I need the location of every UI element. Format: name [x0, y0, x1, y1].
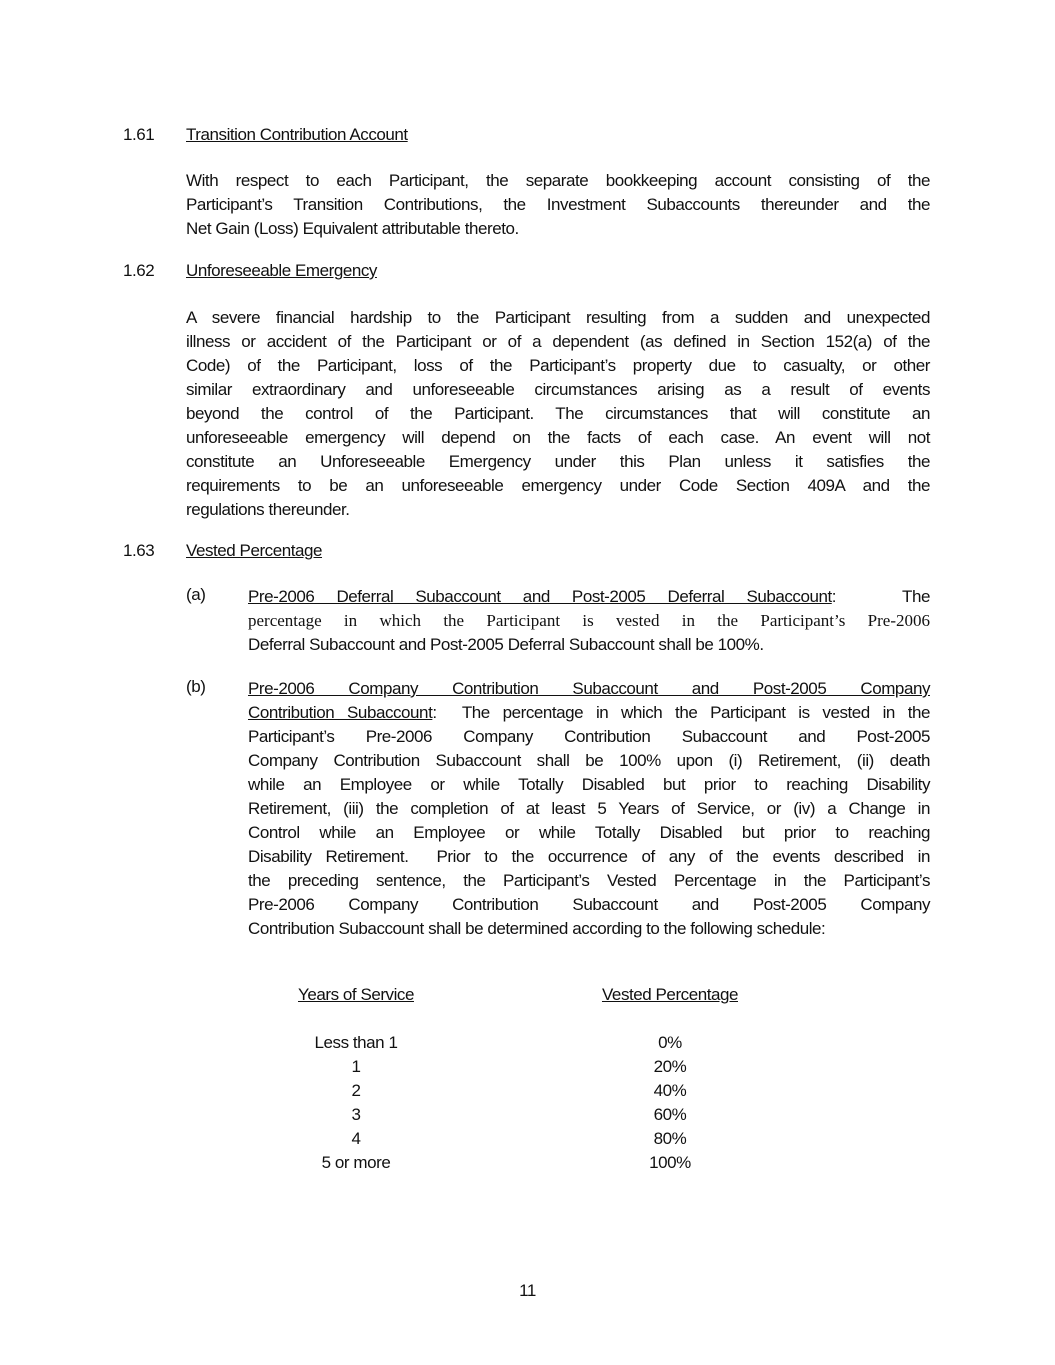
line-text: Pre-2006 Company Contribution Subaccount and Post-2005 Company: [248, 895, 930, 914]
text-line: [248, 701, 930, 725]
text-line: illness or accident of the Participant or of a dependent (as defined in Section 152(a) of the: [186, 332, 930, 351]
text-line: [248, 917, 930, 941]
text-line: regulations thereunder.: [186, 500, 350, 519]
text-line: [248, 609, 930, 633]
underlined-title: Pre-2006 Deferral Subaccount and Post-2005 Deferral Subaccount: [248, 587, 832, 606]
section-heading: Transition Contribution Account: [186, 125, 408, 144]
column-header-years: Years of Service: [298, 985, 414, 1004]
text-line: constitute an Unforeseeable Emergency under this Plan unless it satisfies the: [186, 452, 930, 471]
line-text: Participant’s Pre-2006 Company Contribution Subaccount and Post-2005: [248, 727, 930, 746]
line-text: : The percentage in which the Participant is vested in the: [432, 703, 930, 722]
text-line: [248, 893, 930, 917]
text-line: Code) of the Participant, loss of the Participant’s property due to casualty, or other: [186, 356, 930, 375]
text-line: [248, 677, 930, 701]
subsection-b-body: [248, 677, 930, 941]
page-number: 11: [519, 1281, 536, 1300]
line-text: Contribution Subaccount shall be determined according to the following schedule:: [248, 919, 826, 938]
line-text: Company Contribution Subaccount shall be 100% upon (i) Retirement, (ii) death: [248, 751, 930, 770]
years-column: [256, 1031, 456, 1175]
text-line: [248, 749, 930, 773]
text-line: [248, 845, 930, 869]
text-line: [248, 869, 930, 893]
column-header-percentage: Vested Percentage: [601, 985, 738, 1004]
text-line: requirements to be an unforeseeable emergency under Code Section 409A and the: [186, 476, 930, 495]
subsection-label: (a): [186, 585, 206, 604]
section-number: 1.62: [123, 261, 155, 280]
text-line: [248, 585, 930, 609]
percentage-cell: 100%: [649, 1153, 691, 1172]
section-heading: Vested Percentage: [186, 541, 323, 560]
subsection-label: (b): [186, 677, 206, 696]
section-body: [186, 306, 930, 522]
line-text: Retirement, (iii) the completion of at least 5 Years of Service, or (iv) a Change in: [248, 799, 930, 818]
text-line: similar extraordinary and unforeseeable circumstances arising as a result of events: [186, 380, 930, 399]
text-line: [248, 797, 930, 821]
years-cell: 3: [351, 1105, 361, 1124]
underlined-title: Pre-2006 Company Contribution Subaccount and Post-2005 Company: [248, 679, 930, 698]
text-line: beyond the control of the Participant. The circumstances that will constitute an: [186, 404, 930, 423]
line-text: : The: [831, 587, 930, 606]
percentage-column: [560, 1031, 780, 1175]
line-text: Deferral Subaccount and Post-2005 Deferral Subaccount shall be 100%.: [248, 635, 764, 654]
years-cell: 1: [351, 1057, 361, 1076]
text-line: With respect to each Participant, the separate bookkeeping account consisting of the: [186, 171, 930, 190]
underlined-title: Contribution Subaccount: [248, 703, 433, 722]
line-text: while an Employee or while Totally Disabled but prior to reaching Disability: [248, 775, 930, 794]
percentage-cell: 0%: [658, 1033, 682, 1052]
text-line: A severe financial hardship to the Participant resulting from a sudden and unexpected: [186, 308, 930, 327]
text-line: [248, 725, 930, 749]
percentage-cell: 20%: [653, 1057, 687, 1076]
section-number: 1.63: [123, 541, 155, 560]
section-body: [186, 169, 930, 241]
percentage-cell: 60%: [653, 1105, 687, 1124]
line-text: Disability Retirement. Prior to the occurrence of any of the events described in: [248, 847, 930, 866]
years-cell: Less than 1: [314, 1033, 398, 1052]
text-line: Net Gain (Loss) Equivalent attributable thereto.: [186, 219, 519, 238]
text-line: [248, 773, 930, 797]
line-text: the preceding sentence, the Participant’s Vested Percentage in the Participant’s: [248, 871, 930, 890]
section-heading: Unforeseeable Emergency: [186, 261, 377, 280]
text-line: Participant’s Transition Contributions, the Investment Subaccounts thereunder and the: [186, 195, 930, 214]
text-line: [248, 821, 930, 845]
percentage-cell: 80%: [653, 1129, 687, 1148]
subsection-a-body: [248, 585, 930, 657]
years-cell: 2: [351, 1081, 361, 1100]
text-line: unforeseeable emergency will depend on the facts of each case. An event will not: [186, 428, 930, 447]
years-cell: 5 or more: [321, 1153, 391, 1172]
line-text: percentage in which the Participant is vested in the Participant’s Pre-2006: [248, 611, 930, 630]
section-number: 1.61: [123, 125, 155, 144]
line-text: Control while an Employee or while Totally Disabled but prior to reaching: [248, 823, 930, 842]
text-line: [248, 633, 930, 657]
percentage-cell: 40%: [653, 1081, 687, 1100]
years-cell: 4: [351, 1129, 361, 1148]
